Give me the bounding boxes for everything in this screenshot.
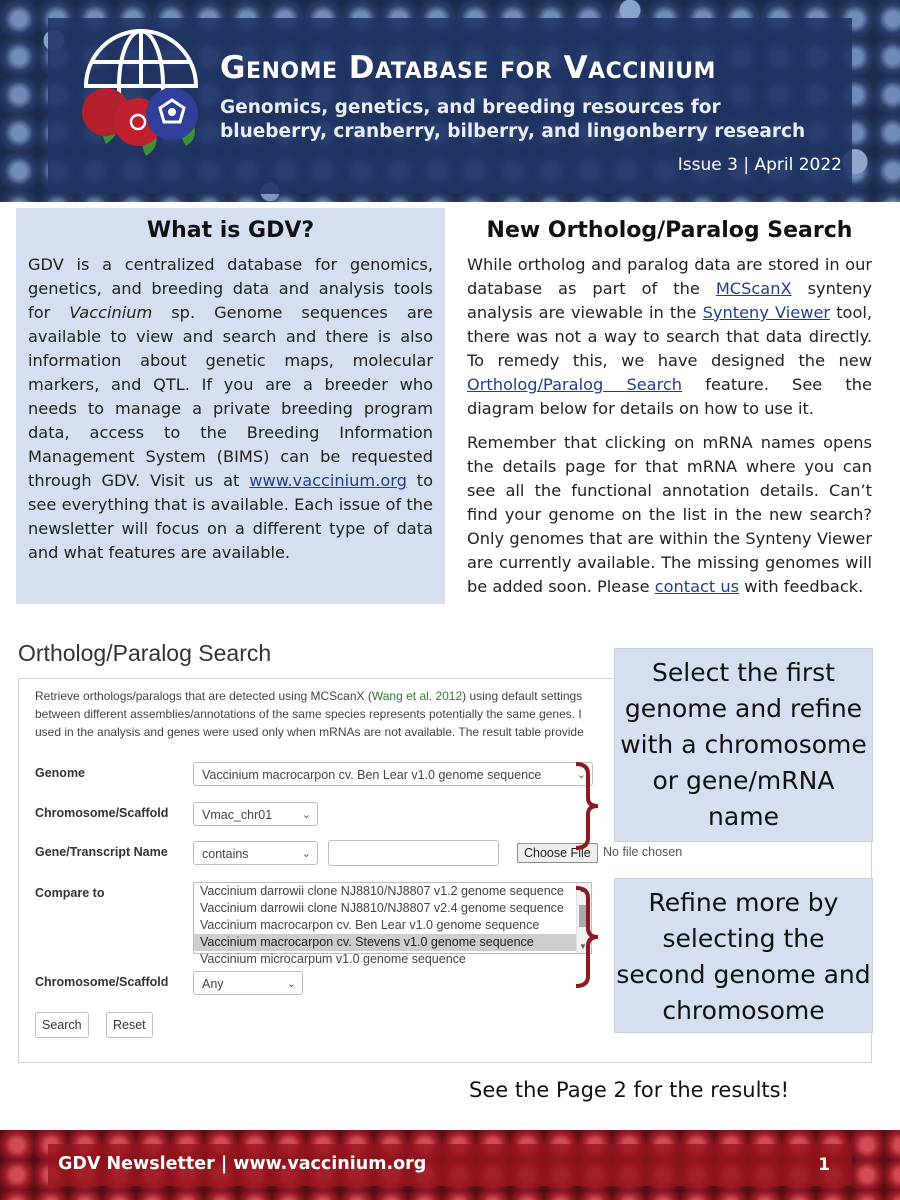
text-segment: ) using default settings: [462, 689, 583, 703]
header-banner: [0, 0, 900, 202]
chromosome-2-select[interactable]: [193, 971, 303, 995]
genome-select-value: Vaccinium macrocarpon cv. Ben Lear v1.0 genome sequence: [202, 768, 542, 782]
what-is-gdv-box: [16, 208, 445, 604]
gene-name-input[interactable]: [328, 840, 499, 866]
compare-option[interactable]: Vaccinium microcarpum v1.0 genome sequence: [200, 952, 466, 966]
scroll-up-icon[interactable]: ▲: [579, 885, 587, 894]
newsletter-subtitle: Genomics, genetics, and breeding resources for blueberry, cranberry, bilberry, and lingonberry research: [220, 97, 806, 142]
search-page-title: Ortholog/Paralog Search: [18, 640, 272, 666]
ortholog-article-heading: New Ortholog/Paralog Search: [486, 218, 853, 243]
compare-option[interactable]: Vaccinium darrowii clone NJ8810/NJ8807 v2.4 genome sequence: [200, 901, 564, 915]
text-segment: to see everything that is available. Each issue of the newsletter will focus on a different type of data and what features are available.: [28, 471, 434, 562]
text-segment: While ortholog and paralog data are stored in our database as part of the: [467, 255, 872, 298]
what-is-gdv-text: [28, 253, 433, 565]
italic-genus: Vaccinium: [69, 303, 153, 322]
text-segment: GDV is a centralized database for genomics, genetics, and breeding data and analysis tools for: [28, 255, 433, 322]
newsletter-title: Genome Database for Vaccinium: [220, 50, 716, 86]
ortholog-article-paragraph-2: [467, 431, 872, 599]
what-is-gdv-heading: What is GDV?: [146, 218, 315, 243]
genome-label: Genome: [35, 766, 86, 780]
text-segment: Remember that clicking on mRNA names opens the details page for that mRNA where you can see all the functional annotation details. Can’t find your genome on the list in the new search? Only genomes that are within the Synteny Viewer are currently available. The missing genomes will be added soon. Please: [467, 433, 872, 596]
compare-option[interactable]: Vaccinium darrowii clone NJ8810/NJ8807 v1.2 genome sequence: [200, 884, 564, 898]
text-segment: used in the analysis and genes were used only when mRNAs are not available. The result table provide: [35, 725, 584, 739]
text-segment: feature. See the diagram below for details on how to use it.: [467, 375, 872, 418]
ortholog-paralog-search-link[interactable]: Ortholog/Paralog Search: [467, 375, 683, 394]
text-segment: sp. Genome sequences are available to view and search and there is also information about genetic maps, molecular markers, and QTL. If you are a breeder who needs to manage a private breeding program data, access to the Breeding Information Management System (BIMS) can be requested through GDV. Visit us at: [28, 303, 434, 490]
gene-operator-select[interactable]: [193, 841, 318, 865]
issue-date: Issue 3 | April 2022: [677, 155, 842, 175]
chevron-down-icon: ⌄: [301, 848, 311, 860]
gene-operator-value: contains: [202, 847, 249, 861]
file-status-text: No file chosen: [603, 845, 683, 859]
search-button[interactable]: Search: [35, 1012, 89, 1038]
text-segment: with feedback.: [739, 577, 864, 596]
chromosome-2-label: Chromosome/Scaffold: [35, 975, 169, 989]
text-segment: between different assemblies/annotations of the same species represents potentially the same genes. I: [35, 707, 582, 721]
compare-genome-listbox[interactable]: [193, 882, 592, 966]
wang-2012-link[interactable]: Wang et al. 2012: [371, 689, 463, 703]
synteny-viewer-link[interactable]: Synteny Viewer: [702, 303, 831, 322]
genome-select[interactable]: [193, 762, 593, 786]
search-description: [35, 687, 620, 741]
vaccinium-website-link[interactable]: www.vaccinium.org: [249, 471, 407, 490]
chromosome-select[interactable]: [193, 802, 318, 826]
ortholog-article: [467, 208, 872, 599]
gene-transcript-label: Gene/Transcript Name: [35, 845, 168, 859]
text-segment: synteny analysis are viewable in the: [467, 279, 872, 322]
reset-button[interactable]: Reset: [106, 1012, 153, 1038]
footer-banner: [0, 1130, 900, 1200]
chevron-down-icon: ⌄: [301, 809, 311, 821]
compare-option[interactable]: Vaccinium macrocarpon cv. Ben Lear v1.0 genome sequence: [200, 918, 540, 932]
footer-text: GDV Newsletter | www.vaccinium.org: [58, 1154, 427, 1174]
bracket-icon: [574, 760, 614, 852]
chromosome-2-select-value: Any: [202, 977, 224, 991]
choose-file-button[interactable]: Choose File: [517, 843, 598, 863]
contact-us-link[interactable]: contact us: [654, 577, 740, 596]
text-segment: tool, there was not a way to search that data directly. To remedy this, we have designed the new: [467, 303, 872, 370]
ortholog-article-paragraph-1: [467, 253, 872, 421]
page-number: 1: [818, 1155, 830, 1175]
chevron-down-icon: ⌄: [286, 978, 296, 990]
bracket-icon: [574, 884, 614, 990]
text-segment: Retrieve orthologs/paralogs that are detected using MCScanX (: [35, 689, 372, 703]
callout-first-genome: Select the first genome and refine with a chromosome or gene/mRNA name: [614, 648, 873, 842]
see-page-2-note: See the Page 2 for the results!: [469, 1078, 789, 1102]
chevron-down-icon: ⌄: [576, 769, 586, 781]
chromosome-select-value: Vmac_chr01: [202, 808, 273, 822]
callout-second-genome: Refine more by selecting the second genome and chromosome: [614, 878, 873, 1033]
globe-berries-logo: [66, 24, 216, 174]
compare-option-selected[interactable]: Vaccinium macrocarpon cv. Stevens v1.0 genome sequence: [194, 934, 580, 951]
chromosome-label: Chromosome/Scaffold: [35, 806, 169, 820]
compare-to-label: Compare to: [35, 886, 105, 900]
scroll-down-icon[interactable]: ▼: [579, 942, 587, 951]
mcscanx-link[interactable]: MCScanX: [715, 279, 792, 298]
